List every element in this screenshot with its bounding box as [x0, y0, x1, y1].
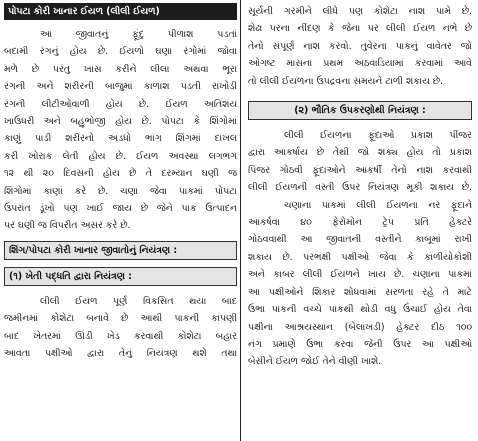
text-line: આકર્ષવા ૪૦ ફેરોમોન ટ્રેપ પ્રતિ હેક્ટરે: [248, 217, 472, 229]
text-line: તેનો સંપૂર્ણ નાશ કરવો. તુવેરના પાકનું વાવેતર જો: [248, 40, 472, 52]
text-line: રંગની લીટીઓવાળી હોય છે. ઈયળ અતિશય: [4, 98, 237, 110]
text-line: શેઢા પરના નીંદણ કે જેના પર લીલી ઈયળ નભે છે: [248, 23, 472, 35]
text-line: કાણું પાડી શરીરનો અડધો ભાગ શિંગમાં દાખલ: [4, 133, 237, 145]
text-line: સૂર્યની ગરમીને લીધે પણ કોશેટા નાશ પામે છે.: [248, 6, 472, 17]
text-line: ચણાના પાકમાં લીલી ઈયળના નર ફૂંદાને: [284, 199, 472, 211]
text-line: કરી ખોરાક લેતી હોય છે. ઈયળ અવસ્થા લગભગ: [4, 150, 237, 162]
text-line: બાદ ખેતરમાં ઊંડી ખેડ કરવાથી કોશેટા બહાર: [4, 330, 237, 342]
text-line: ઉભા પાકની વચ્ચે પાકથી થોડી વધુ ઉંચાઈ હોય તેવા: [248, 304, 472, 316]
text-line: શકાય છે. પરભક્ષી પક્ષીઓ જેવા કે કાળીયોકોશી: [248, 251, 472, 263]
text-line: રંગની અને શરીરની બાજુમાં કાળાશ પડતી રાખોડી: [4, 81, 237, 93]
text-line: તો લીલી ઈયળના ઉપદ્રવના સમયને ટાળી શકાય છે.: [248, 75, 443, 87]
control-section-heading: શિંગ/પોપટા કોરી ખાનાર જીવાતોનું નિયંત્રણ :: [4, 241, 237, 260]
cultural-control-paragraph: [4, 293, 237, 363]
text-line: દ્વારા આકર્ષાય છે તેથી જો શક્ય હોય તો પ્રકાશ: [248, 147, 472, 159]
cultural-control-heading: (૧) ખેતી પદ્ધતિ દ્વારા નિયંત્રણ :: [4, 267, 237, 286]
text-line: આવતા પક્ષીઓ દ્વારા તેનું નિયંત્રણ થશે તથા: [4, 348, 237, 360]
text-line: ૧૨ થી ૨૦ દિવસની હોય છે તે દરમ્યાન ઘણી જ: [4, 168, 237, 180]
text-line: ગોઠવવાથી આ જીવાતની વસ્તીને કાબૂમાં રાખી: [248, 234, 472, 246]
text-line: પિંજર ગોઠવી ફૂંદાઓને આકર્ષી તેનો નાશ કરવાથી: [248, 164, 472, 176]
text-line: પક્ષીના આશ્રયસ્થાન (બેલાખડી) હેક્ટર દીઠ ૧૦૦: [248, 321, 472, 333]
text-line: અને કાબર લીલી ઈયળને ખાય છે. ચણાના પાકમાં: [248, 269, 472, 281]
text-line: ખાઉધરી અને બહુભોજી હોય છે. પોપટા કે શિંગોમાં: [4, 116, 237, 128]
physical-control-heading: (૨) ભૌતિક ઉપકરણોથી નિયંત્રણ :: [248, 101, 472, 120]
text-line: શિંગોમાં કાણાં કરે છે. ચણા જેવા પાકમાં પોપટા: [4, 185, 237, 197]
spacer: [248, 90, 472, 95]
text-line: જમીનમાં કોશેટા બનાવે છે આથી પાકની કાપણી: [4, 313, 237, 325]
text-line: મળે છે પરંતુ ખાસ કરીને લીલા અથવા ભૂરા: [4, 63, 237, 75]
text-line: લીલી ઈયળ પૂર્ણ વિકસિત થયા બાદ: [40, 295, 237, 307]
physical-control-paragraph: [248, 127, 472, 371]
text-line: આ પક્ષીઓને શિકાર શોધવામાં સરળતા રહે તે માટે: [248, 286, 472, 298]
text-line: ઉપરાંત ડૂંખો પણ ખાઈ જાય છે જેને પાક ઉત્પાદન: [4, 203, 237, 215]
caterpillar-description-paragraph: [4, 26, 237, 235]
cultural-control-continued-paragraph: [248, 3, 472, 90]
text-line: બેસીને ઈયળ જોઈ તેને વીણી ખાશે.: [248, 356, 382, 368]
text-line: પર ઘણી જ વિપરીત અસર કરે છે.: [4, 220, 131, 232]
right-column: [240, 0, 478, 441]
text-line: બદામી રંગનું હોય છે. ઈયળો ઘણા રંગોમાં જોવા: [4, 46, 237, 58]
text-line: નંગ પ્રમાણે ઉભા કરવા જેની ઉપર આ પક્ષીઓ: [248, 338, 472, 350]
section-heading-green-caterpillar: પોપટા કોરી ખાનાર ઈયળ (લીલી ઈયળ): [4, 3, 237, 20]
text-line: લીલી ઈયળની વસ્તી ઉપર નિયંત્રણ મૂકી શકાય છે.: [248, 182, 472, 194]
text-line: લીલી ઈયળના ફૂંદાઓ પ્રકાશ પીંજર: [284, 130, 472, 142]
text-line: આ જીવાતનું ફૂંદુ પીળાશ પડતાં: [40, 29, 237, 40]
text-line: ઓગષ્ટ માસના પ્રથમ અઠવાડિયામાં કરવામાં આવે: [248, 58, 472, 70]
